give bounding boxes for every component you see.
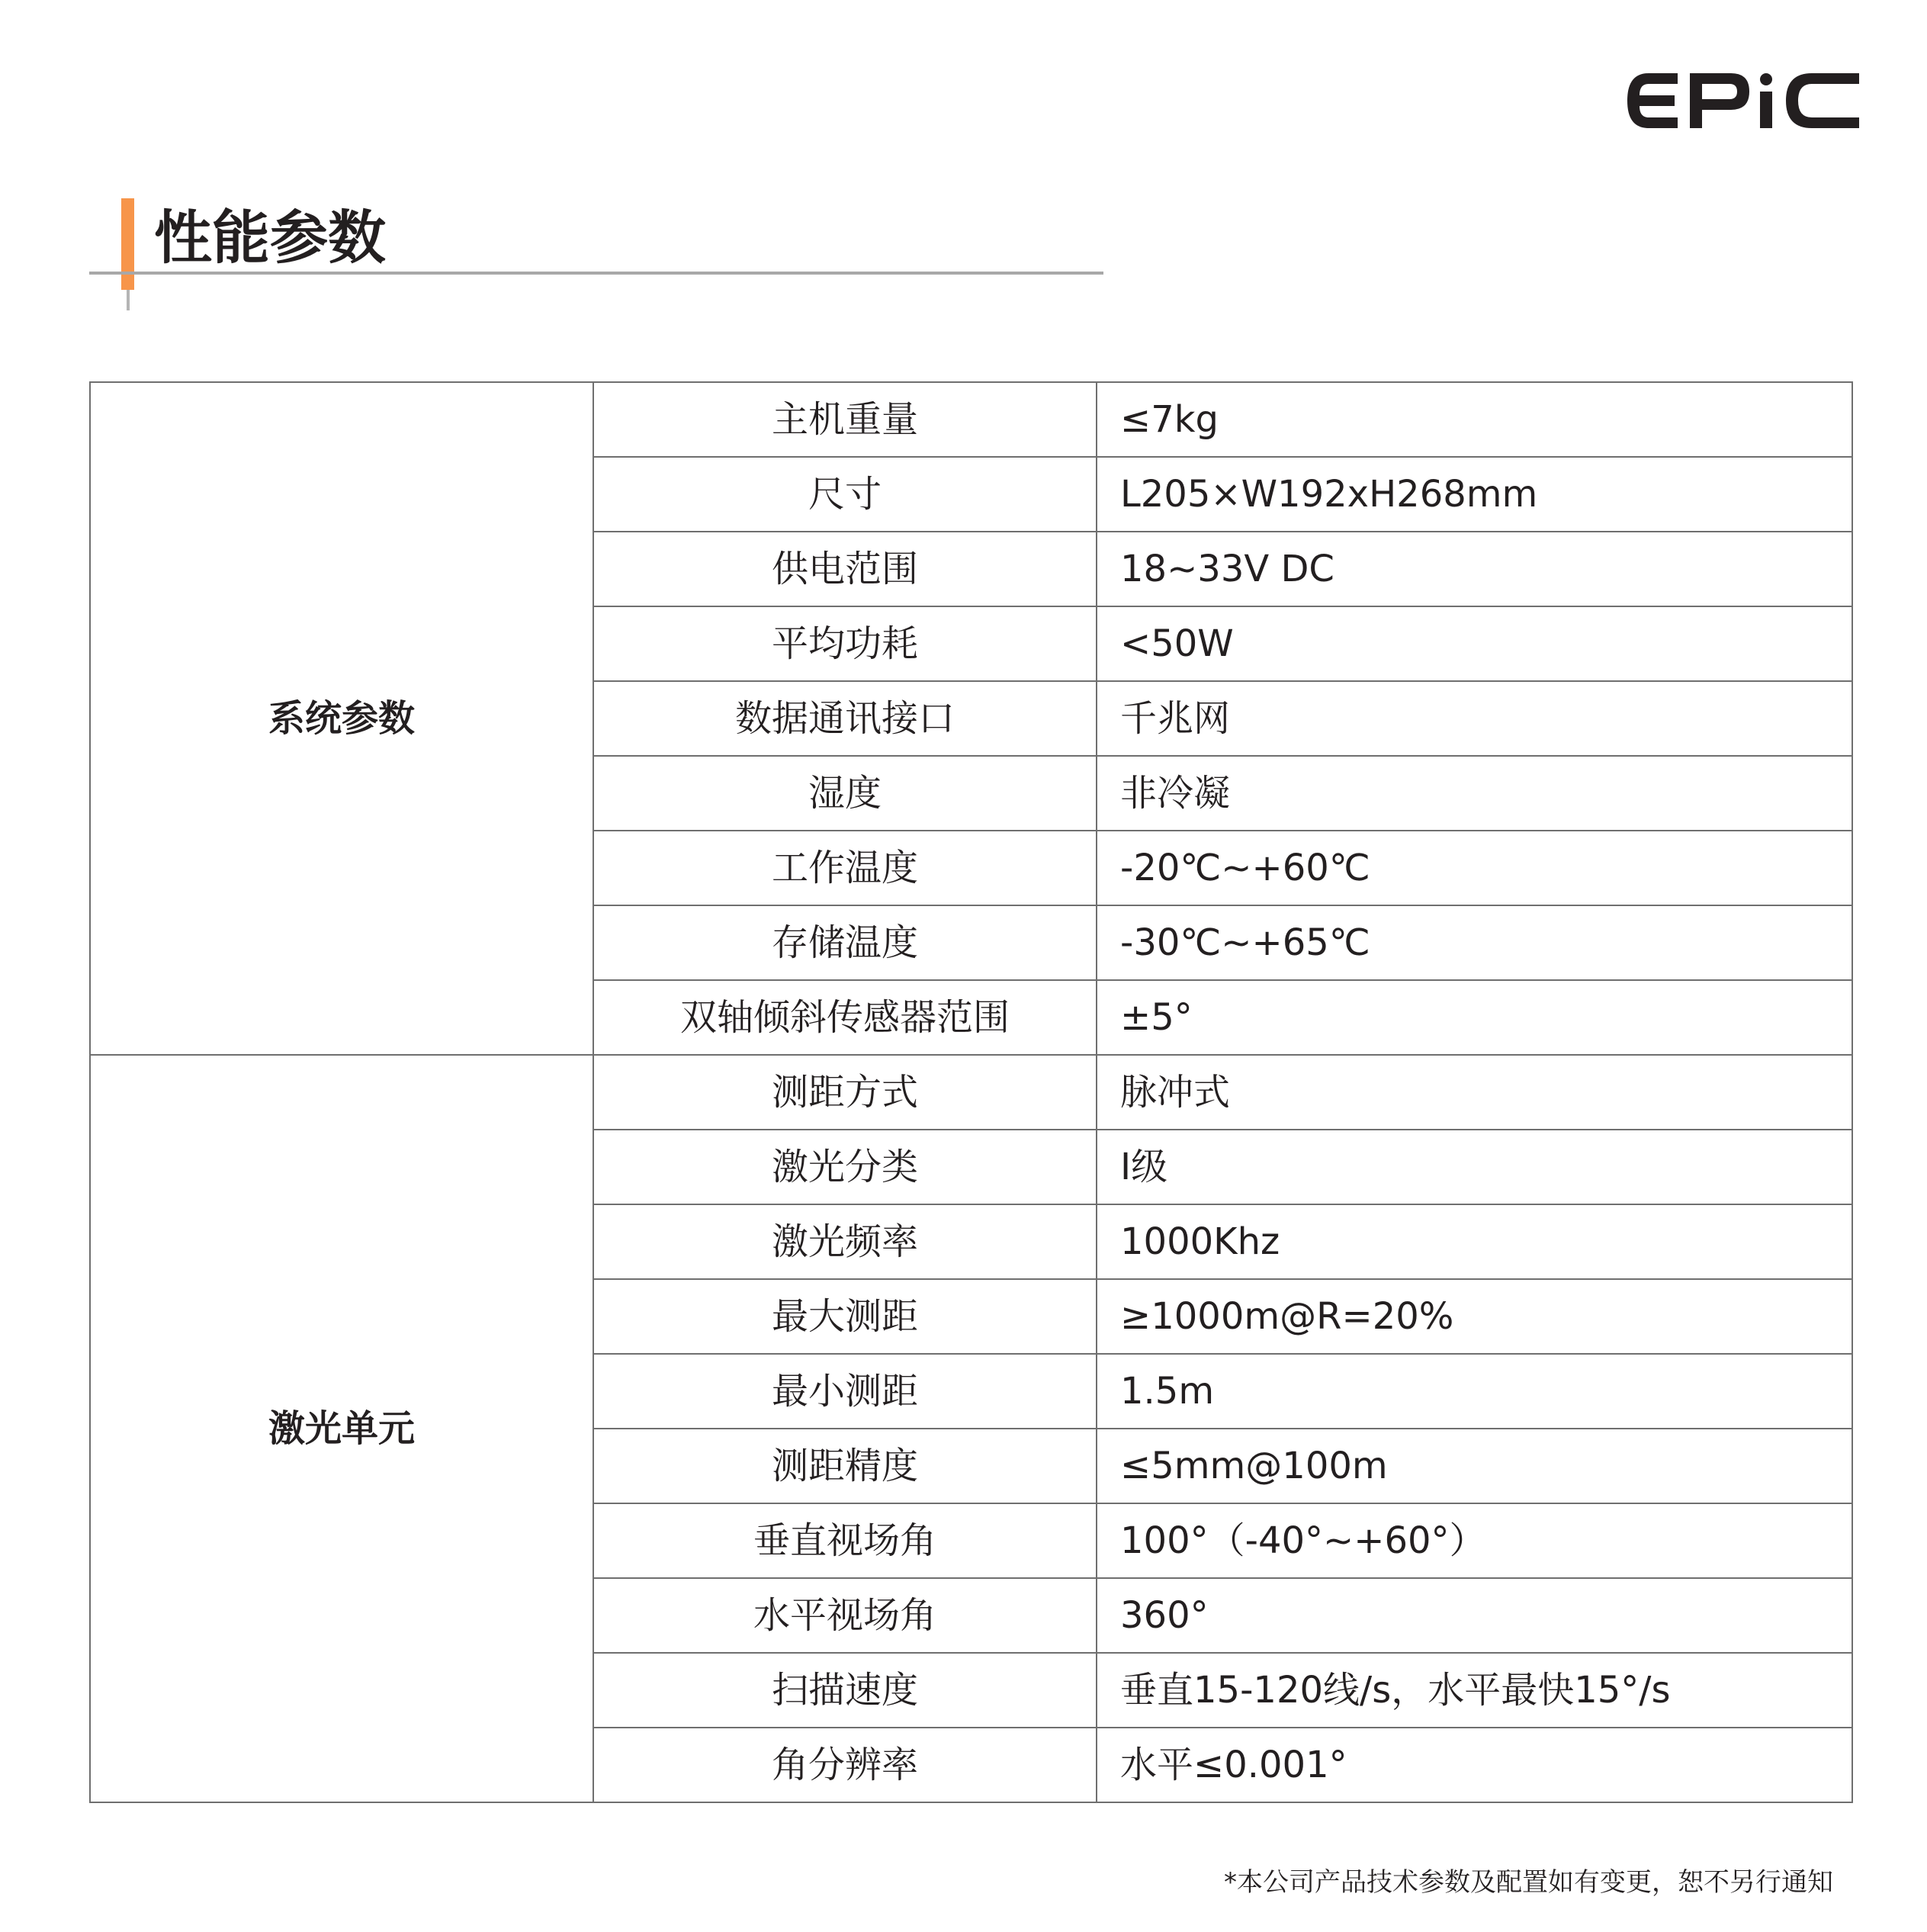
param-value: -20℃~+60℃ bbox=[1097, 831, 1852, 905]
param-value: 非冷凝 bbox=[1097, 756, 1852, 831]
param-name: 存储温度 bbox=[593, 905, 1097, 980]
param-value: 1.5m bbox=[1097, 1354, 1852, 1429]
epic-logo bbox=[1624, 70, 1862, 131]
epic-logo-mark bbox=[1624, 70, 1862, 131]
param-value: ≤7kg bbox=[1097, 382, 1852, 457]
param-name: 数据通讯接口 bbox=[593, 681, 1097, 756]
param-name: 工作温度 bbox=[593, 831, 1097, 905]
param-value: 18~33V DC bbox=[1097, 532, 1852, 606]
param-name: 角分辨率 bbox=[593, 1728, 1097, 1802]
param-value: ≤5mm@100m bbox=[1097, 1429, 1852, 1503]
param-value: 100°（-40°~+60°） bbox=[1097, 1503, 1852, 1578]
param-name: 垂直视场角 bbox=[593, 1503, 1097, 1578]
param-name: 最小测距 bbox=[593, 1354, 1097, 1429]
param-name: 激光频率 bbox=[593, 1204, 1097, 1279]
table-row bbox=[90, 382, 1852, 457]
param-value: I级 bbox=[1097, 1130, 1852, 1204]
title-accent-stem bbox=[127, 290, 130, 310]
param-name: 测距精度 bbox=[593, 1429, 1097, 1503]
table-row bbox=[90, 1055, 1852, 1130]
param-name: 激光分类 bbox=[593, 1130, 1097, 1204]
param-name: 双轴倾斜传感器范围 bbox=[593, 980, 1097, 1055]
category-cell: 系统参数 bbox=[90, 382, 593, 1055]
param-value: ≥1000m@R=20% bbox=[1097, 1279, 1852, 1354]
disclaimer-footnote: *本公司产品技术参数及配置如有变更，恕不另行通知 bbox=[1224, 1867, 1833, 1898]
title-accent-bar bbox=[121, 198, 134, 290]
category-cell: 激光单元 bbox=[90, 1055, 593, 1802]
param-name: 湿度 bbox=[593, 756, 1097, 831]
param-value: <50W bbox=[1097, 606, 1852, 681]
param-value: -30℃~+65℃ bbox=[1097, 905, 1852, 980]
param-value: 水平≤0.001° bbox=[1097, 1728, 1852, 1802]
param-name: 最大测距 bbox=[593, 1279, 1097, 1354]
param-name: 平均功耗 bbox=[593, 606, 1097, 681]
param-value: 360° bbox=[1097, 1578, 1852, 1653]
param-value: 1000Khz bbox=[1097, 1204, 1852, 1279]
param-value: ±5° bbox=[1097, 980, 1852, 1055]
param-name: 水平视场角 bbox=[593, 1578, 1097, 1653]
param-name: 尺寸 bbox=[593, 457, 1097, 532]
param-name: 测距方式 bbox=[593, 1055, 1097, 1130]
param-name: 主机重量 bbox=[593, 382, 1097, 457]
section-header bbox=[89, 198, 1103, 313]
param-value: 千兆网 bbox=[1097, 681, 1852, 756]
title-underline bbox=[89, 272, 1103, 275]
param-value: 垂直15-120线/s，水平最快15°/s bbox=[1097, 1653, 1852, 1728]
param-value: 脉冲式 bbox=[1097, 1055, 1852, 1130]
param-name: 扫描速度 bbox=[593, 1653, 1097, 1728]
page-title: 性能参数 bbox=[154, 204, 386, 272]
param-name: 供电范围 bbox=[593, 532, 1097, 606]
param-value: L205×W192xH268mm bbox=[1097, 457, 1852, 532]
spec-table bbox=[89, 381, 1853, 1803]
